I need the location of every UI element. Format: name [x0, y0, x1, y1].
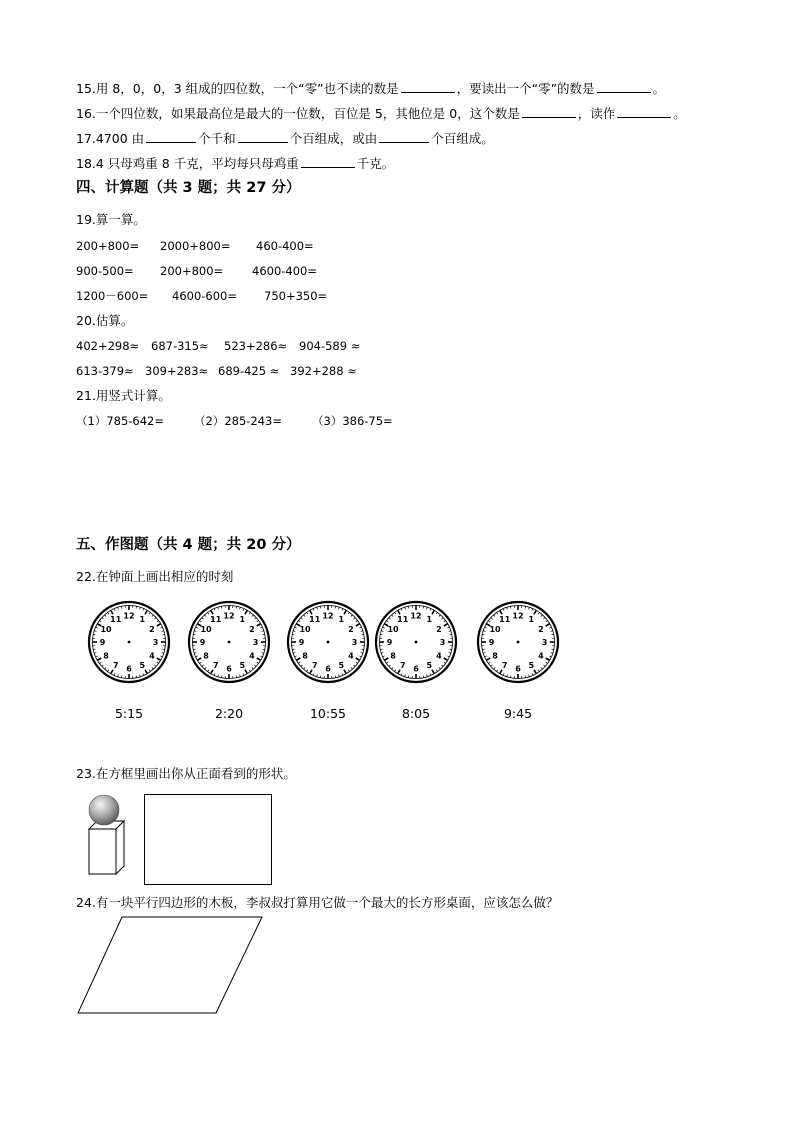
- clock-numeral: 3: [152, 638, 159, 647]
- clock-numeral: 9: [386, 638, 393, 647]
- clock-time-label: 10:55: [309, 706, 347, 721]
- q20-expr: 904-589 ≈: [299, 339, 361, 353]
- q20-expr: 402+298≈: [76, 339, 140, 353]
- clock-numeral: 2: [348, 624, 354, 634]
- clock-numeral: 2: [149, 624, 155, 634]
- q17-text-c: 个百组成，或由: [289, 131, 378, 146]
- question-15: [76, 80, 665, 97]
- q19-expr: 900-500=: [76, 264, 134, 278]
- q22-title: 22.在钟面上画出相应的时刻: [76, 569, 234, 584]
- q19-expr: 4600-600=: [172, 289, 238, 303]
- clock-numeral: 11: [499, 615, 511, 625]
- clock-numeral: 7: [112, 660, 119, 670]
- clock-face[interactable]: [187, 600, 271, 684]
- clock-numeral: 10: [100, 624, 112, 634]
- clock-face[interactable]: [374, 600, 458, 684]
- clock-center: [128, 641, 131, 644]
- q21-item: （2）285-243=: [194, 414, 283, 428]
- q15-blank-1[interactable]: [401, 80, 455, 93]
- clock-numeral: 4: [249, 651, 255, 661]
- clock-numeral: 8: [103, 651, 109, 661]
- clock-numeral: 5: [338, 660, 345, 670]
- clock-numeral: 4: [348, 651, 354, 661]
- clock-numeral: 2: [538, 624, 544, 634]
- clock-numeral: 6: [325, 664, 331, 674]
- clock-numeral: 10: [387, 624, 399, 634]
- clock-numeral: 6: [126, 664, 132, 674]
- clock-numeral: 5: [426, 660, 433, 670]
- q17-blank-1[interactable]: [146, 130, 196, 143]
- clock-numeral: 1: [338, 615, 345, 625]
- clock-numeral: 4: [149, 651, 155, 661]
- clock-numeral: 3: [252, 638, 259, 647]
- clock-numeral: 12: [123, 611, 135, 621]
- clock-numeral: 3: [541, 638, 548, 647]
- q20-expr: 523+286≈: [224, 339, 288, 353]
- q20-expr: 392+288 ≈: [290, 364, 357, 378]
- sphere: [89, 795, 119, 825]
- q18-text-b: 千克。: [356, 156, 395, 171]
- q15-text-c: 。: [652, 81, 666, 96]
- clock-numeral: 10: [489, 624, 501, 634]
- clock-numeral: 9: [199, 638, 206, 647]
- q20-expr: 689-425 ≈: [218, 364, 280, 378]
- q16-blank-1[interactable]: [522, 105, 576, 118]
- q16-blank-2[interactable]: [617, 105, 671, 118]
- clock-face[interactable]: [476, 600, 560, 684]
- clock-numeral: 6: [226, 664, 232, 674]
- clock-numeral: 9: [99, 638, 106, 647]
- clock-numeral: 7: [212, 660, 219, 670]
- q18-blank-1[interactable]: [301, 155, 355, 168]
- clock-numeral: 5: [139, 660, 146, 670]
- parallelogram-figure[interactable]: [76, 916, 266, 1016]
- clock-face[interactable]: [87, 600, 171, 684]
- q24-title: 24.有一块平行四边形的木板，李叔叔打算用它做一个最大的长方形桌面，应该怎么做？: [76, 895, 559, 910]
- clock-time-label: 9:45: [503, 706, 533, 721]
- q16-text-b: ，读作: [577, 106, 616, 121]
- clock-numeral: 8: [203, 651, 209, 661]
- sphere-on-cuboid-figure: [84, 794, 136, 884]
- q19-expr: 750+350=: [264, 289, 328, 303]
- q17-blank-2[interactable]: [238, 130, 288, 143]
- q19-expr: 200+800=: [76, 239, 140, 253]
- q19-title: 19.算一算。: [76, 212, 146, 227]
- q16-text-c: 。: [673, 106, 686, 121]
- clock-numeral: 12: [410, 611, 422, 621]
- q15-text-b: ，要读出一个“零”的数是: [456, 81, 595, 96]
- q15-blank-2[interactable]: [597, 80, 651, 93]
- clock-numeral: 10: [299, 624, 311, 634]
- q19-expr: 460-400=: [256, 239, 314, 253]
- clock-center: [327, 641, 330, 644]
- clock-numeral: 2: [249, 624, 255, 634]
- q23-title: 23.在方框里画出你从正面看到的形状。: [76, 766, 296, 781]
- clock-numeral: 12: [322, 611, 334, 621]
- clock-center: [517, 641, 520, 644]
- clock-numeral: 12: [223, 611, 235, 621]
- clock-numeral: 6: [515, 664, 521, 674]
- q19-expr: 4600-400=: [252, 264, 318, 278]
- q21-item: （1）785-642=: [76, 414, 165, 428]
- clock-numeral: 4: [538, 651, 544, 661]
- clock-time-label: 8:05: [401, 706, 431, 721]
- clock-time-label: 2:20: [214, 706, 244, 721]
- clock-numeral: 3: [439, 638, 446, 647]
- question-16: [76, 105, 686, 122]
- q21-title: 21.用竖式计算。: [76, 388, 171, 403]
- q17-text-a: 17.4700 由: [76, 131, 145, 146]
- clock-numeral: 6: [413, 664, 419, 674]
- q16-text-a: 16.一个四位数，如果最高位是最大的一位数，百位是 5，其他位是 0，这个数是: [76, 106, 520, 121]
- clock-numeral: 1: [426, 615, 433, 625]
- clock-numeral: 9: [298, 638, 305, 647]
- clock-numeral: 5: [528, 660, 535, 670]
- section-4-title: 四、计算题（共 3 题；共 27 分）: [76, 180, 301, 196]
- clock-numeral: 7: [399, 660, 406, 670]
- clock-numeral: 7: [501, 660, 508, 670]
- question-17: [76, 130, 494, 147]
- q19-expr: 2000+800=: [160, 239, 231, 253]
- clock-time-label: 5:15: [114, 706, 144, 721]
- clock-center: [228, 641, 231, 644]
- q21-item: （3）386-75=: [312, 414, 393, 428]
- clock-numeral: 11: [309, 615, 321, 625]
- question-18: [76, 155, 394, 172]
- clock-numeral: 5: [239, 660, 246, 670]
- q19-expr: 1200－600=: [76, 289, 149, 303]
- q20-expr: 613-379≈: [76, 364, 134, 378]
- clock-numeral: 9: [488, 638, 495, 647]
- clock-numeral: 4: [436, 651, 442, 661]
- clock-numeral: 8: [302, 651, 308, 661]
- clock-numeral: 1: [528, 615, 535, 625]
- q20-title: 20.估算。: [76, 313, 134, 328]
- clock-numeral: 7: [311, 660, 318, 670]
- q15-text-a: 15.用 8，0，0，3 组成的四位数，一个“零”也不读的数是: [76, 81, 399, 96]
- clock-numeral: 3: [351, 638, 358, 647]
- clock-numeral: 1: [139, 615, 146, 625]
- q20-expr: 309+283≈: [145, 364, 209, 378]
- q20-expr: 687-315≈: [151, 339, 209, 353]
- q17-blank-3[interactable]: [379, 130, 429, 143]
- clock-numeral: 11: [397, 615, 409, 625]
- clock-numeral: 11: [110, 615, 122, 625]
- clock-numeral: 10: [200, 624, 212, 634]
- clock-center: [415, 641, 418, 644]
- clock-numeral: 12: [512, 611, 524, 621]
- drawing-box[interactable]: [144, 794, 272, 885]
- q17-text-d: 个百组成。: [431, 131, 494, 146]
- q19-expr: 200+800=: [160, 264, 224, 278]
- clock-numeral: 11: [210, 615, 222, 625]
- clock-numeral: 8: [492, 651, 498, 661]
- q17-text-b: 个千和: [198, 131, 236, 146]
- clock-face[interactable]: [286, 600, 370, 684]
- clock-numeral: 8: [390, 651, 396, 661]
- clock-numeral: 2: [436, 624, 442, 634]
- clock-numeral: 1: [239, 615, 246, 625]
- section-5-title: 五、作图题（共 4 题；共 20 分）: [76, 537, 301, 553]
- q18-text-a: 18.4 只母鸡重 8 千克，平均每只母鸡重: [76, 156, 299, 171]
